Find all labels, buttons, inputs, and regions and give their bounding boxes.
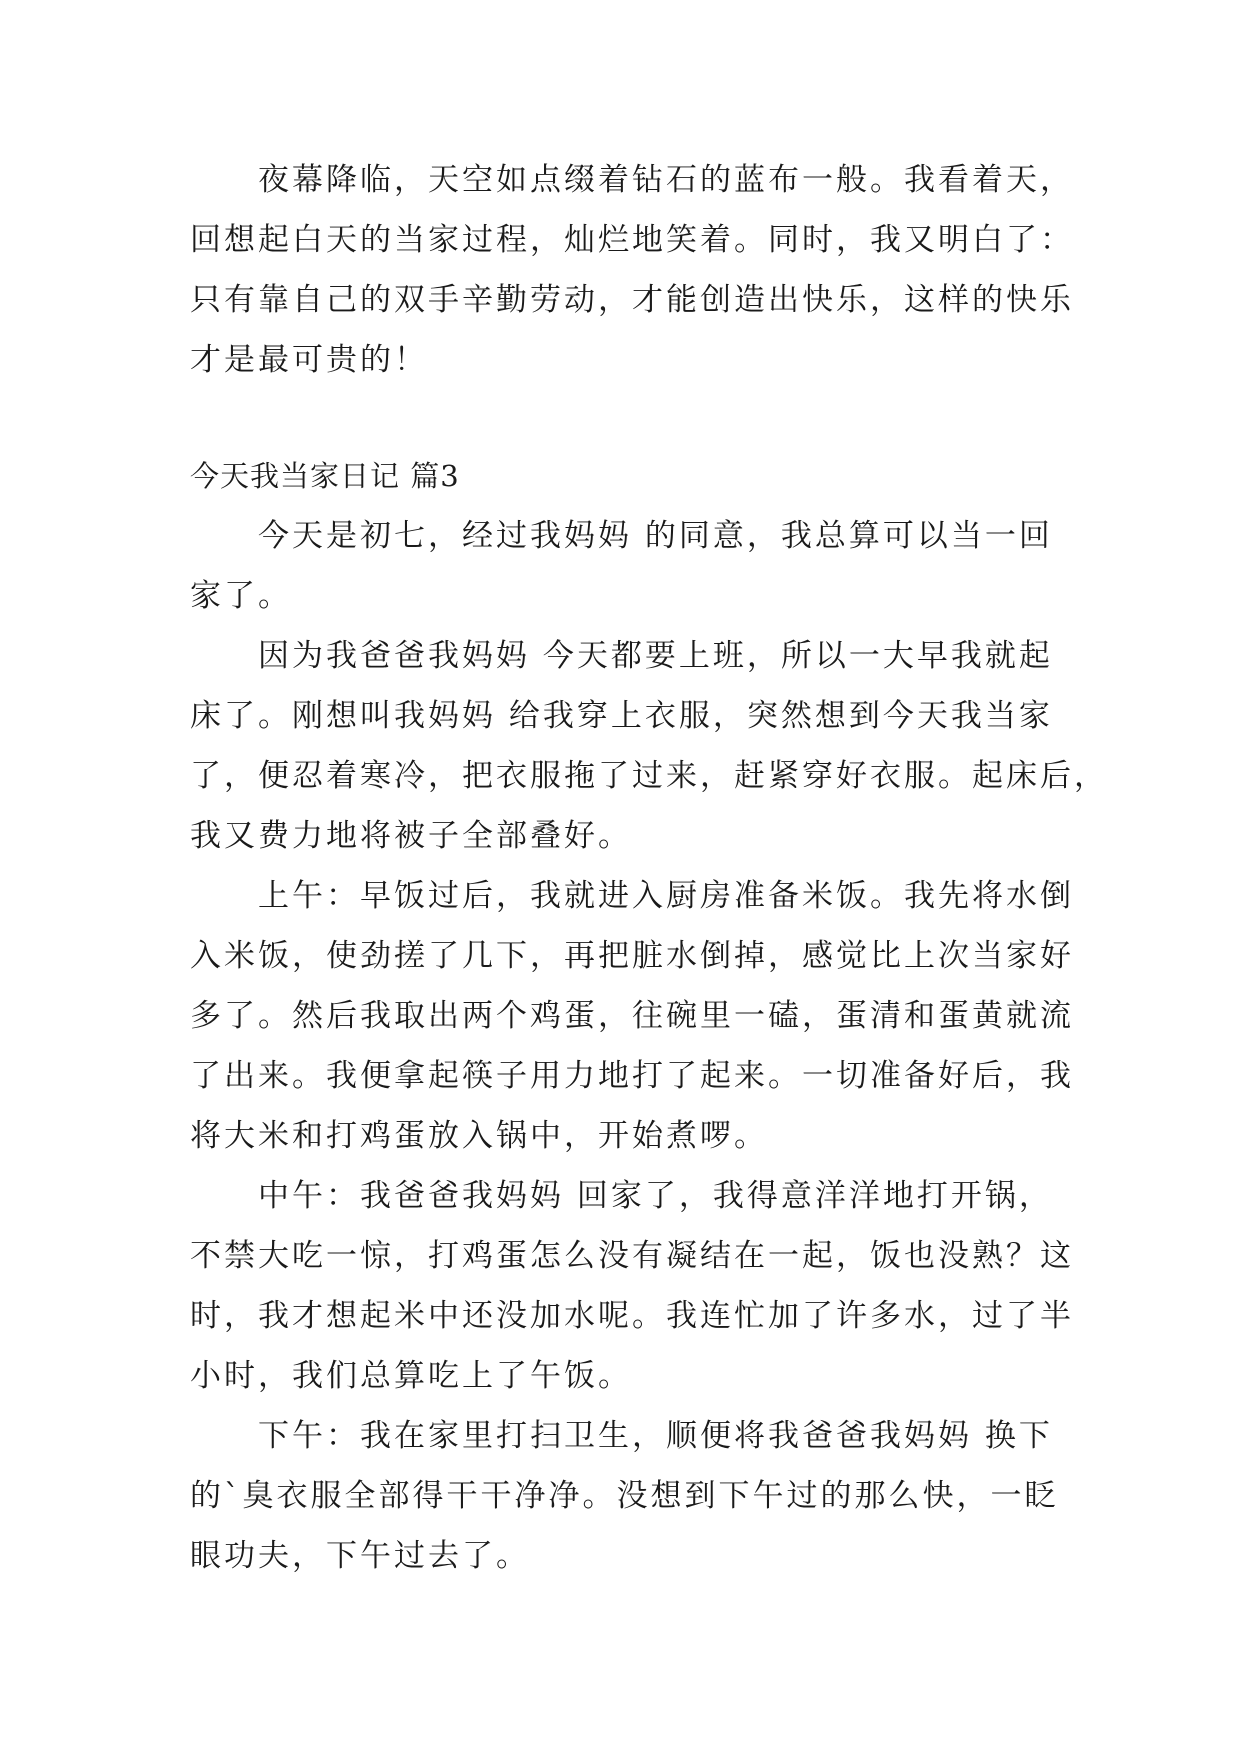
text-line: 了出来。我便拿起筷子用力地打了起来。一切准备好后，我 — [190, 1058, 1074, 1094]
text-line: 多了。然后我取出两个鸡蛋，往碗里一磕，蛋清和蛋黄就流 — [190, 998, 1074, 1034]
text-line: 家了。 — [190, 578, 292, 614]
text-line: 将大米和打鸡蛋放入锅中，开始煮啰。 — [190, 1118, 768, 1154]
paragraph-morning-wakeup — [190, 626, 1108, 866]
text-line: 回想起白天的当家过程，灿烂地笑着。同时，我又明白了： — [190, 222, 1074, 258]
text-line: 小时，我们总算吃上了午饭。 — [190, 1358, 632, 1394]
text-line: 床了。刚想叫我妈妈 给我穿上衣服，突然想到今天我当家 — [190, 698, 1053, 734]
text-line: 时，我才想起米中还没加水呢。我连忙加了许多水，过了半 — [190, 1298, 1074, 1334]
paragraph-night — [190, 150, 1074, 390]
text-line: 的`臭衣服全部得干干净净。没想到下午过的那么快，一眨 — [190, 1478, 1059, 1514]
text-line: 眼功夫，下午过去了。 — [190, 1538, 530, 1574]
text-line: 夜幕降临，天空如点缀着钻石的蓝布一般。我看着天， — [258, 162, 1074, 198]
paragraph-noon — [190, 1166, 1074, 1406]
text-line: 才是最可贵的！ — [190, 342, 428, 378]
paragraph-morning-cooking — [190, 866, 1074, 1166]
section-heading: 今天我当家日记 篇3 — [190, 459, 460, 493]
paragraph-intro — [190, 506, 1053, 626]
text-line: 上午：早饭过后，我就进入厨房准备米饭。我先将水倒 — [258, 878, 1074, 914]
text-line: 不禁大吃一惊，打鸡蛋怎么没有凝结在一起，饭也没熟？这 — [190, 1238, 1074, 1274]
text-line: 中午：我爸爸我妈妈 回家了，我得意洋洋地打开锅， — [258, 1178, 1053, 1214]
text-line: 今天是初七，经过我妈妈 的同意，我总算可以当一回 — [258, 518, 1053, 554]
text-line: 了，便忍着寒冷，把衣服拖了过来，赶紧穿好衣服。起床后， — [190, 758, 1108, 794]
text-line: 因为我爸爸我妈妈 今天都要上班，所以一大早我就起 — [258, 638, 1053, 674]
paragraph-afternoon — [190, 1406, 1059, 1586]
text-line: 入米饭，使劲搓了几下，再把脏水倒掉，感觉比上次当家好 — [190, 938, 1074, 974]
text-line: 只有靠自己的双手辛勤劳动，才能创造出快乐，这样的快乐 — [190, 282, 1074, 318]
text-line: 我又费力地将被子全部叠好。 — [190, 818, 632, 854]
text-line: 下午：我在家里打扫卫生，顺便将我爸爸我妈妈 换下 — [258, 1418, 1053, 1454]
